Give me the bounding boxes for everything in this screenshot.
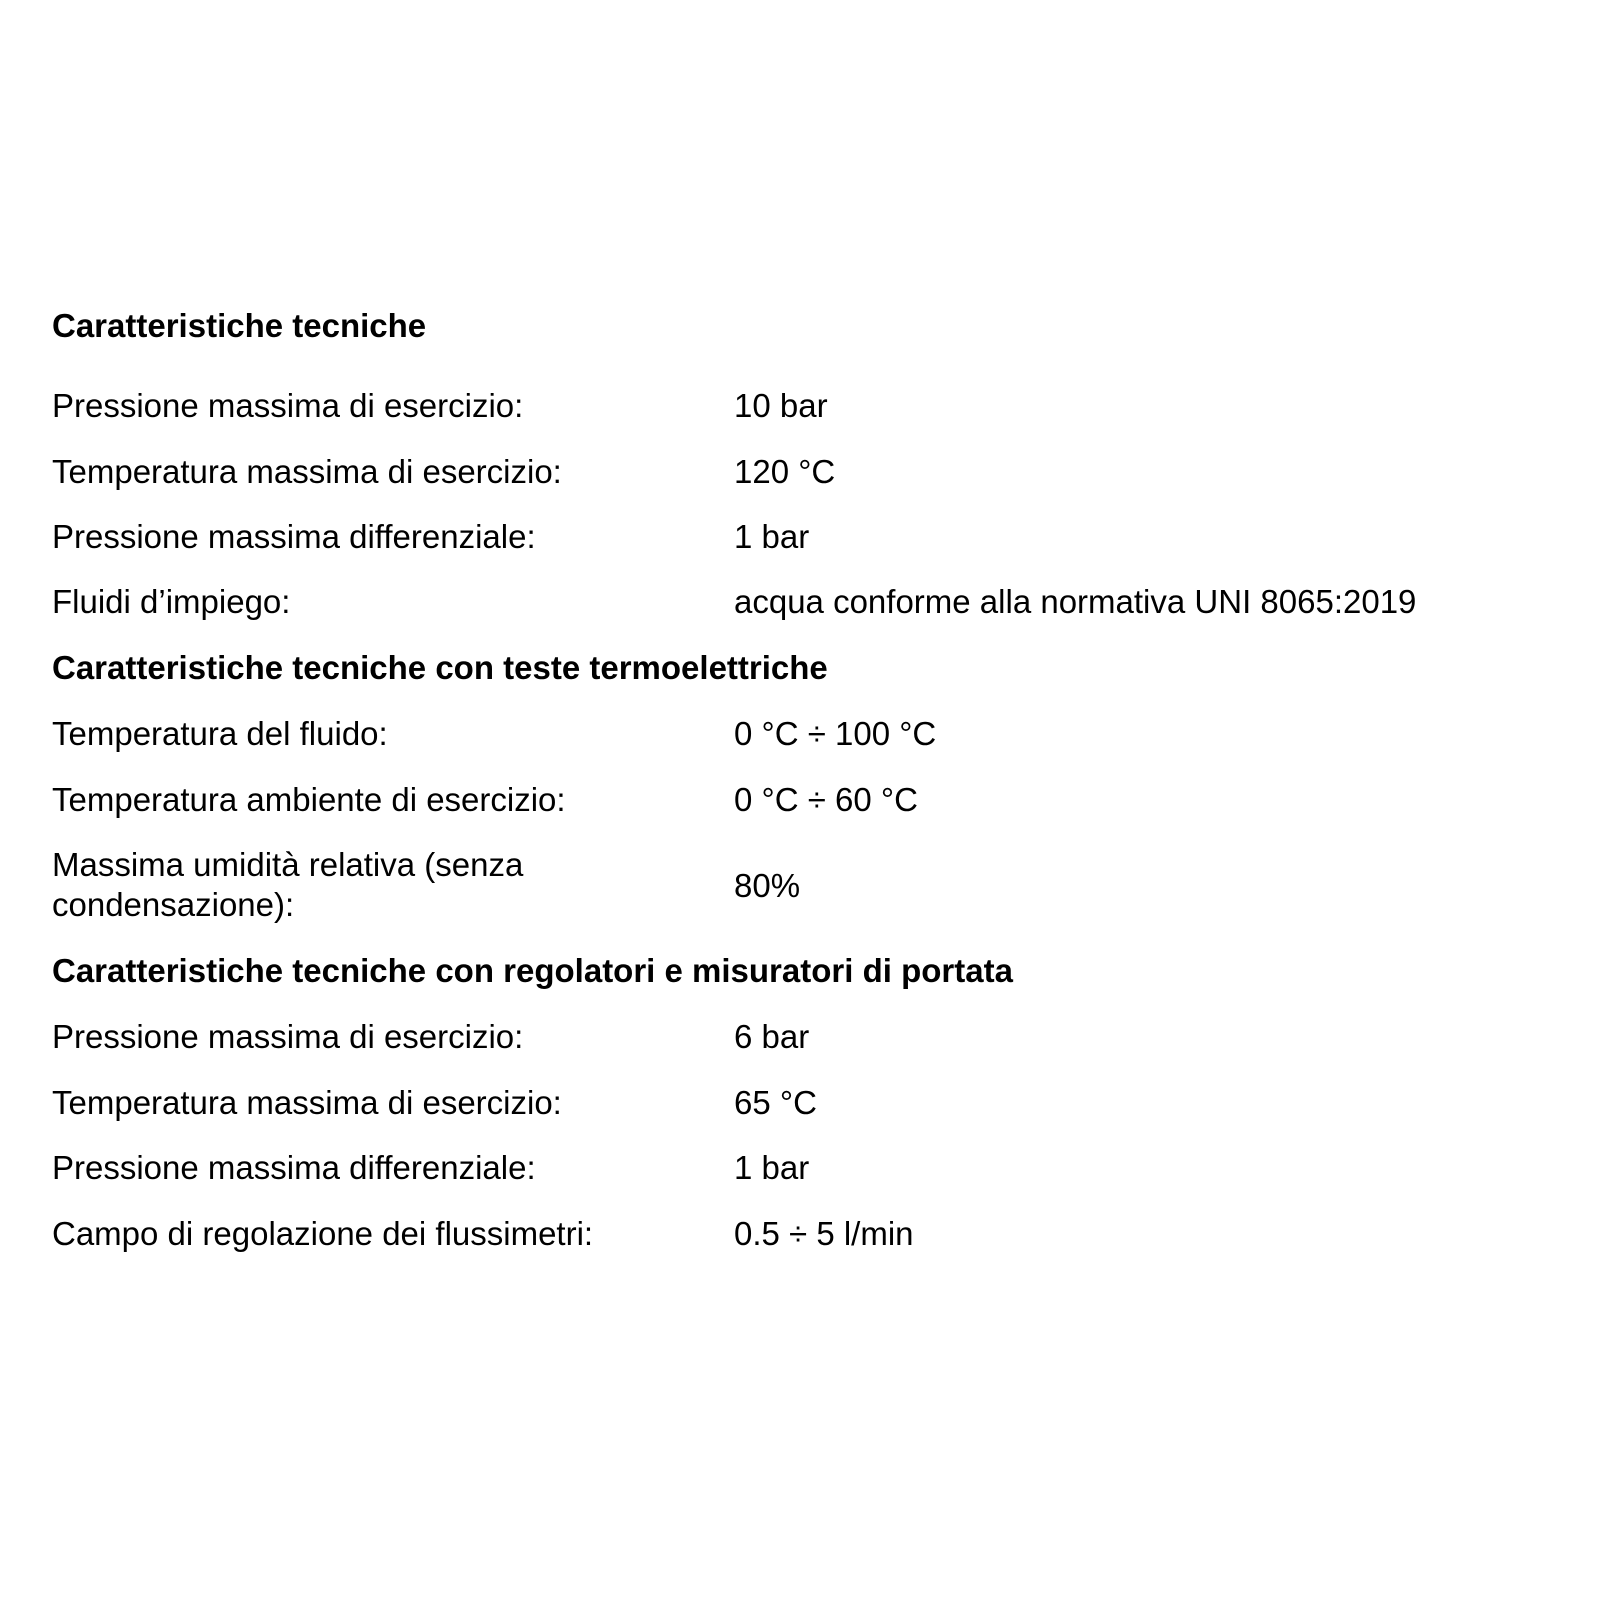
section-title: Caratteristiche tecniche bbox=[52, 307, 427, 344]
spec-value: 1 bar bbox=[734, 1149, 810, 1186]
spec-value: 0 °C ÷ 60 °C bbox=[734, 781, 918, 818]
spec-value: 1 bar bbox=[734, 518, 810, 555]
spec-value: 0.5 ÷ 5 l/min bbox=[734, 1215, 914, 1252]
spec-label: Temperatura del fluido: bbox=[52, 715, 388, 752]
spec-label: Campo di regolazione dei flussimetri: bbox=[52, 1215, 594, 1252]
spec-value: 10 bar bbox=[734, 387, 828, 424]
spec-label: Pressione massima differenziale: bbox=[52, 518, 536, 555]
spec-value: 0 °C ÷ 100 °C bbox=[734, 715, 937, 752]
section-title: Caratteristiche tecniche con teste termoelettriche bbox=[52, 649, 828, 686]
spec-label: Fluidi d’impiego: bbox=[52, 583, 291, 620]
spec-value: 65 °C bbox=[734, 1084, 817, 1121]
spec-label: Pressione massima differenziale: bbox=[52, 1149, 536, 1186]
spec-label: Pressione massima di esercizio: bbox=[52, 1018, 524, 1055]
section-title: Caratteristiche tecniche con regolatori e misuratori di portata bbox=[52, 952, 1013, 989]
spec-label: Temperatura massima di esercizio: bbox=[52, 453, 562, 490]
spec-label: Massima umidità relativa (senza condensazione): bbox=[52, 846, 524, 923]
spec-value: 6 bar bbox=[734, 1018, 810, 1055]
spec-label: Temperatura massima di esercizio: bbox=[52, 1084, 562, 1121]
spec-value: 120 °C bbox=[734, 453, 836, 490]
spec-value: acqua conforme alla normativa UNI 8065:2019 bbox=[734, 583, 1417, 620]
spec-label: Pressione massima di esercizio: bbox=[52, 387, 524, 424]
spec-label: Temperatura ambiente di esercizio: bbox=[52, 781, 566, 818]
spec-value: 80% bbox=[734, 867, 801, 904]
